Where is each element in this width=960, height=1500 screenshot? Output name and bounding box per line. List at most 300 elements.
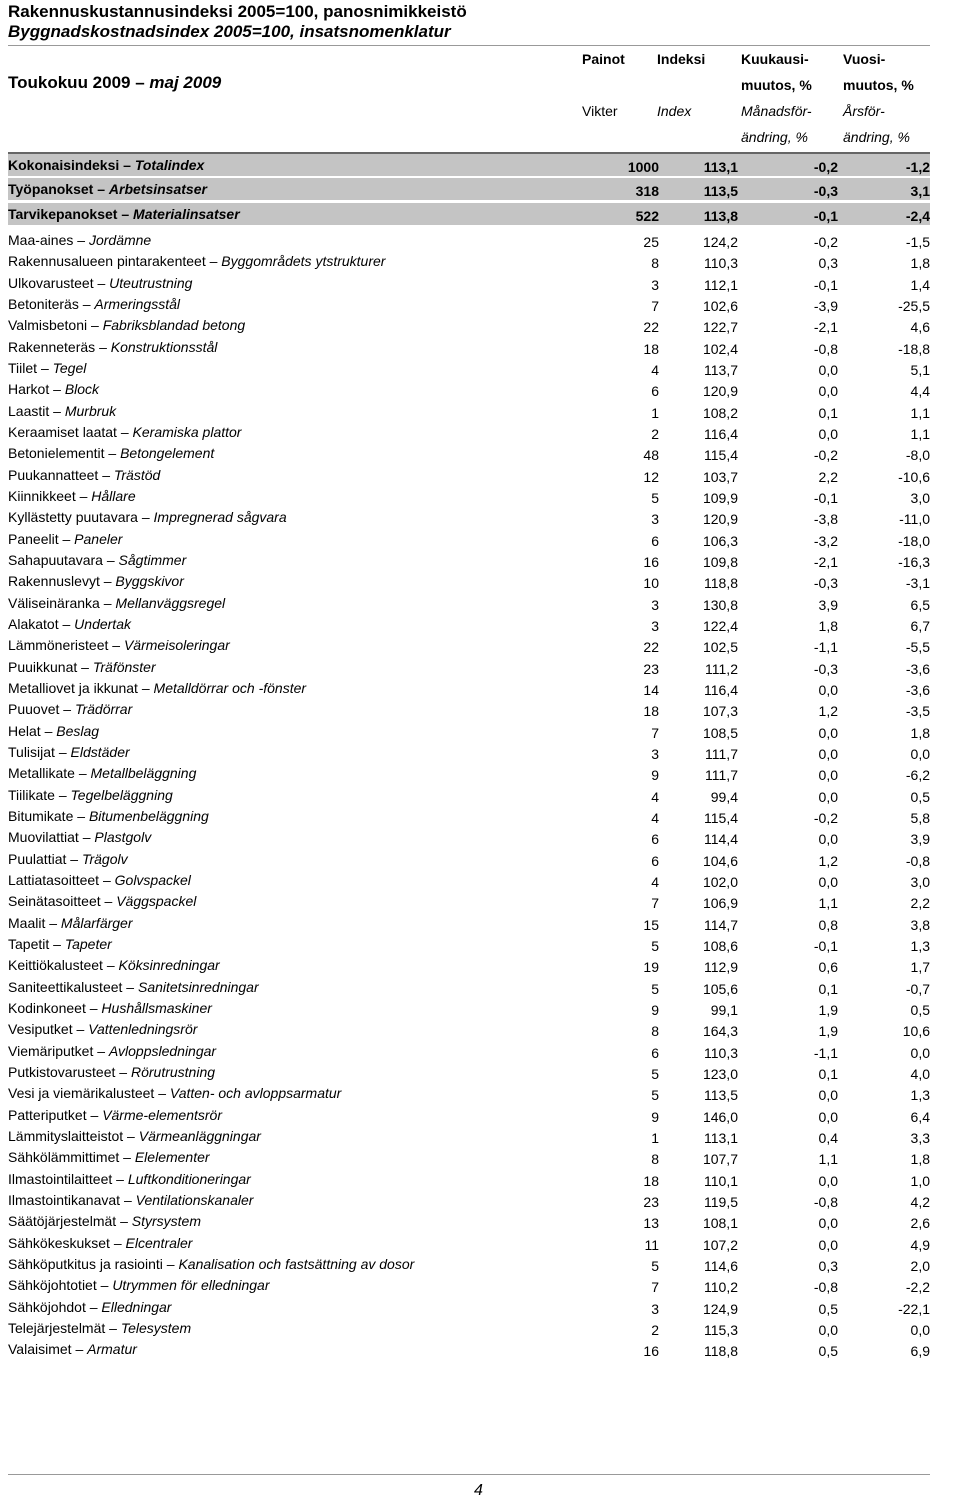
document-title-finnish: Rakennuskustannusindeksi 2005=100, panosnimikkeistö (8, 2, 467, 21)
row-label (8, 936, 112, 952)
row-label-dash: – (113, 1235, 126, 1251)
row-label-finnish: Sahapuutavara (8, 552, 107, 568)
weight-cell: 7 (651, 1279, 659, 1295)
index-cell: 102,4 (702, 341, 738, 357)
col-monthly-fi-1: Kuukausi- (741, 51, 809, 67)
index-cell: 107,3 (702, 703, 738, 719)
index-cell: 108,1 (702, 1215, 738, 1231)
row-label (8, 1277, 269, 1293)
row-label-dash: – (103, 573, 116, 589)
table-row (8, 250, 930, 272)
row-label-swedish: Block (64, 381, 100, 397)
row-label (8, 701, 132, 717)
weight-cell: 4 (651, 810, 659, 826)
index-cell: 164,3 (702, 1023, 738, 1039)
row-label-dash: – (103, 595, 116, 611)
monthly-change-cell: 0,0 (818, 767, 838, 783)
monthly-change-cell: 1,1 (818, 1151, 838, 1167)
monthly-change-cell: -0,2 (813, 447, 838, 463)
table-row (8, 805, 930, 827)
monthly-change-cell: 0,5 (818, 1343, 838, 1359)
row-label-swedish: Tegelbeläggning (70, 787, 173, 803)
monthly-change-cell: -3,2 (813, 533, 838, 549)
index-cell: 115,4 (704, 810, 738, 826)
row-label-finnish: Lämmityslaitteistot (8, 1128, 128, 1144)
table-row (8, 421, 930, 443)
monthly-change-cell: -2,1 (813, 554, 838, 570)
weight-cell: 522 (635, 208, 659, 224)
row-label-dash: – (79, 488, 92, 504)
weight-cell: 2 (651, 426, 659, 442)
row-label-swedish: Konstruktionsstål (110, 339, 218, 355)
annual-change-cell: 6,4 (910, 1109, 930, 1125)
weight-cell: 19 (643, 959, 659, 975)
bottom-divider (8, 1474, 930, 1475)
index-cell: 111,7 (705, 746, 738, 762)
row-label-dash: – (75, 1341, 88, 1357)
row-label-swedish: Murbruk (64, 403, 117, 419)
row-label-finnish: Rakenneteräs (8, 339, 100, 355)
monthly-change-cell: -3,8 (813, 511, 838, 527)
table-row (8, 741, 930, 763)
index-cell: 110,2 (704, 1279, 738, 1295)
annual-change-cell: 1,1 (910, 426, 930, 442)
row-label-swedish: Elelementer (134, 1149, 210, 1165)
row-label-swedish: Keramiska plattor (132, 424, 242, 440)
table-row (8, 1018, 930, 1040)
row-label-finnish: Bitumikate (8, 808, 78, 824)
weight-cell: 6 (651, 383, 659, 399)
row-label-finnish: Kodinkoneet (8, 1000, 90, 1016)
table-row (8, 506, 930, 528)
monthly-change-cell: 0,0 (818, 1322, 838, 1338)
table-row (8, 656, 930, 678)
index-cell: 105,6 (702, 981, 738, 997)
row-label-finnish: Tarvikepanokset (8, 206, 122, 222)
annual-change-cell: -3,1 (905, 575, 930, 591)
row-label-swedish: Betongelement (120, 445, 215, 461)
row-label-swedish: Bitumenbeläggning (88, 808, 209, 824)
weight-cell: 8 (651, 255, 659, 271)
index-cell: 106,3 (702, 533, 738, 549)
row-label-dash: – (106, 957, 119, 973)
row-label (8, 1107, 222, 1123)
row-label-finnish: Saniteettikalusteet (8, 979, 127, 995)
index-cell: 116,4 (704, 426, 738, 442)
index-cell: 111,2 (705, 661, 738, 677)
row-label-dash: – (90, 1107, 103, 1123)
total-row (8, 202, 930, 225)
row-label-dash: – (78, 765, 91, 781)
annual-change-cell: -3,5 (905, 703, 930, 719)
table-row (8, 1168, 930, 1190)
table-row (8, 1232, 930, 1254)
annual-change-cell: 3,8 (910, 917, 930, 933)
row-label-swedish: Jordämne (88, 232, 152, 248)
annual-change-cell: 0,0 (910, 746, 930, 762)
table-row (8, 272, 930, 294)
row-label-dash: – (141, 680, 154, 696)
row-label (8, 296, 180, 312)
table-row (8, 890, 930, 912)
col-monthly-fi-2: muutos, % (741, 77, 812, 93)
table-row (8, 720, 930, 742)
annual-change-cell: 4,4 (910, 383, 930, 399)
weight-cell: 18 (643, 1173, 659, 1189)
row-label-dash: – (123, 157, 135, 173)
row-label-finnish: Säätöjärjestelmät (8, 1213, 121, 1229)
annual-change-cell: 3,9 (910, 831, 930, 847)
index-cell: 113,8 (703, 208, 738, 224)
annual-change-cell: -18,0 (898, 533, 930, 549)
row-label-dash: – (89, 1000, 102, 1016)
row-label-finnish: Tulisijat (8, 744, 59, 760)
row-label-dash: – (116, 1171, 128, 1187)
index-cell: 118,8 (704, 1343, 738, 1359)
row-label-swedish: Byggskivor (115, 573, 184, 589)
row-label (8, 595, 225, 611)
weight-cell: 18 (643, 341, 659, 357)
col-index-fi: Indeksi (657, 51, 706, 67)
annual-change-cell: -25,5 (898, 298, 930, 314)
index-cell: 114,7 (704, 917, 738, 933)
weight-cell: 7 (651, 298, 659, 314)
monthly-change-cell: -0,1 (813, 208, 838, 224)
row-label (8, 1256, 414, 1272)
weight-cell: 8 (651, 1023, 659, 1039)
row-label-dash: – (82, 829, 95, 845)
index-cell: 113,1 (704, 1130, 738, 1146)
weight-cell: 4 (651, 362, 659, 378)
weight-cell: 5 (651, 938, 659, 954)
monthly-change-cell: 1,1 (818, 895, 838, 911)
row-label (8, 915, 133, 931)
index-cell: 115,3 (704, 1322, 738, 1338)
index-cell: 108,2 (702, 405, 738, 421)
row-label-dash: – (127, 1128, 139, 1144)
row-label (8, 616, 131, 632)
weight-cell: 5 (651, 1087, 659, 1103)
row-label-swedish: Paneler (74, 531, 123, 547)
row-label-swedish: Impregnerad sågvara (153, 509, 287, 525)
table-row (8, 997, 930, 1019)
row-label-dash: – (209, 253, 222, 269)
row-label-finnish: Puuovet (8, 701, 64, 717)
monthly-change-cell: -0,1 (813, 277, 838, 293)
row-label-dash: – (89, 1299, 102, 1315)
weight-cell: 3 (651, 277, 659, 293)
row-label-dash: – (40, 360, 53, 376)
col-weights-sv: Vikter (582, 103, 618, 119)
row-label (8, 893, 196, 909)
row-label-finnish: Valaisimet (8, 1341, 76, 1357)
monthly-change-cell: 0,0 (818, 1237, 838, 1253)
row-label-finnish: Paneelit (8, 531, 63, 547)
table-row (8, 1274, 930, 1296)
row-label (8, 1149, 210, 1165)
row-label-dash: – (81, 659, 93, 675)
row-label-finnish: Patteriputket (8, 1107, 91, 1123)
weight-cell: 6 (651, 1045, 659, 1061)
row-label (8, 1192, 253, 1208)
row-label (8, 232, 151, 248)
index-cell: 113,1 (703, 159, 738, 175)
weight-cell: 7 (651, 725, 659, 741)
weight-cell: 3 (651, 511, 659, 527)
row-label-swedish: Byggområdets ytstrukturer (221, 253, 386, 269)
row-label-finnish: Puuikkunat (8, 659, 82, 675)
period-separator: – (135, 73, 150, 92)
period-label (8, 73, 221, 93)
row-label-dash: – (62, 616, 75, 632)
row-label-swedish: Fabriksblandad betong (102, 317, 246, 333)
annual-change-cell: 3,0 (910, 874, 930, 890)
row-label-finnish: Laastit (8, 403, 54, 419)
monthly-change-cell: 0,0 (818, 789, 838, 805)
monthly-change-cell: 0,1 (818, 1066, 838, 1082)
col-annual-fi-1: Vuosi- (843, 51, 886, 67)
annual-change-cell: 1,3 (910, 1087, 930, 1103)
monthly-change-cell: 3,9 (818, 597, 838, 613)
table-row (8, 698, 930, 720)
monthly-change-cell: -0,3 (813, 183, 838, 199)
row-label-finnish: Ilmastointikanavat (8, 1192, 124, 1208)
row-label-dash: – (77, 232, 89, 248)
row-label-finnish: Maalit (8, 915, 50, 931)
row-label (8, 488, 136, 504)
table-row (8, 677, 930, 699)
row-label (8, 157, 204, 173)
row-label-dash: – (123, 1149, 135, 1165)
weight-cell: 4 (651, 874, 659, 890)
period-finnish: Toukokuu 2009 (8, 73, 136, 92)
row-label-swedish: Värmeisoleringar (123, 637, 230, 653)
monthly-change-cell: 0,0 (818, 1109, 838, 1125)
row-label-swedish: Arbetsinsatser (108, 181, 207, 197)
row-label-swedish: Värme-elementsrör (102, 1107, 223, 1123)
row-label-finnish: Metalliovet ja ikkunat (8, 680, 142, 696)
row-label (8, 381, 99, 397)
weight-cell: 48 (643, 447, 659, 463)
monthly-change-cell: 1,9 (818, 1002, 838, 1018)
row-label-dash: – (166, 1256, 179, 1272)
row-label-dash: – (106, 552, 119, 568)
weight-cell: 8 (651, 1151, 659, 1167)
row-label-dash: – (76, 1021, 89, 1037)
row-label (8, 659, 156, 675)
table-row (8, 784, 930, 806)
row-label-swedish: Elledningar (101, 1299, 172, 1315)
table-row (8, 762, 930, 784)
weight-cell: 1000 (627, 159, 659, 175)
row-label-finnish: Puulattiat (8, 851, 71, 867)
row-label (8, 1341, 137, 1357)
table-row (8, 378, 930, 400)
table-row (8, 1146, 930, 1168)
row-label-dash: – (104, 893, 117, 909)
row-label-finnish: Väliseinäranka (8, 595, 104, 611)
row-label-finnish: Keraamiset laatat (8, 424, 121, 440)
monthly-change-cell: -0,8 (813, 1279, 838, 1295)
row-label (8, 723, 99, 739)
row-label-dash: – (121, 206, 134, 222)
row-label (8, 403, 116, 419)
index-cell: 112,9 (704, 959, 738, 975)
row-label-finnish: Viemäriputket (8, 1043, 98, 1059)
index-cell: 102,6 (702, 298, 738, 314)
table-row (8, 912, 930, 934)
index-cell: 116,4 (704, 682, 738, 698)
row-label (8, 1021, 197, 1037)
index-cell: 110,3 (704, 1045, 738, 1061)
row-label-swedish: Rörutrustning (130, 1064, 216, 1080)
monthly-change-cell: -1,1 (813, 639, 838, 655)
row-label-finnish: Alakatot (8, 616, 63, 632)
row-label (8, 744, 130, 760)
table-row (8, 1082, 930, 1104)
annual-change-cell: 1,3 (910, 938, 930, 954)
weight-cell: 16 (643, 1343, 659, 1359)
index-cell: 110,3 (704, 255, 738, 271)
row-label-dash: – (108, 445, 121, 461)
annual-change-cell: 1,0 (910, 1173, 930, 1189)
table-row (8, 1040, 930, 1062)
index-cell: 122,7 (702, 319, 738, 335)
table-row (8, 336, 930, 358)
weight-cell: 16 (643, 554, 659, 570)
table-row (8, 400, 930, 422)
monthly-change-cell: 0,0 (818, 1173, 838, 1189)
row-label (8, 1128, 261, 1144)
row-label-swedish: Elcentraler (125, 1235, 193, 1251)
table-row (8, 826, 930, 848)
weight-cell: 2 (651, 1322, 659, 1338)
weight-cell: 1 (651, 405, 659, 421)
row-label (8, 1171, 251, 1187)
row-label-finnish: Puukannatteet (8, 467, 103, 483)
page-number: 4 (474, 1482, 483, 1499)
row-label-swedish: Totalindex (134, 157, 205, 173)
row-label-dash: – (53, 403, 65, 419)
weight-cell: 3 (651, 618, 659, 634)
row-label (8, 424, 241, 440)
weight-cell: 23 (643, 661, 659, 677)
row-label-dash: – (82, 296, 95, 312)
period-swedish: maj 2009 (149, 73, 222, 92)
monthly-change-cell: -0,3 (813, 575, 838, 591)
monthly-change-cell: 1,8 (818, 618, 838, 634)
table-row (8, 592, 930, 614)
col-annual-sv-2: ändring, % (843, 129, 910, 145)
monthly-change-cell: 0,3 (818, 255, 838, 271)
annual-change-cell: 0,0 (910, 1322, 930, 1338)
monthly-change-cell: -0,2 (813, 159, 838, 175)
table-row (8, 485, 930, 507)
row-label-swedish: Målarfärger (60, 915, 133, 931)
monthly-change-cell: 0,0 (818, 725, 838, 741)
index-cell: 120,9 (702, 383, 738, 399)
row-label-dash: – (141, 509, 154, 525)
table-row (8, 1210, 930, 1232)
index-cell: 114,4 (704, 831, 738, 847)
monthly-change-cell: 0,0 (818, 874, 838, 890)
monthly-change-cell: 0,0 (818, 426, 838, 442)
weight-cell: 22 (643, 319, 659, 335)
row-label (8, 1320, 191, 1336)
table-row (8, 1317, 930, 1339)
weight-cell: 15 (643, 917, 659, 933)
annual-change-cell: -22,1 (898, 1301, 930, 1317)
weight-cell: 12 (643, 469, 659, 485)
row-label (8, 275, 192, 291)
annual-change-cell: 5,8 (910, 810, 930, 826)
row-label-dash: – (119, 1064, 131, 1080)
row-label (8, 1213, 201, 1229)
index-cell: 130,8 (702, 597, 738, 613)
table-row (8, 1338, 930, 1360)
index-cell: 114,6 (704, 1258, 738, 1274)
row-label-dash: – (126, 979, 138, 995)
monthly-change-cell: -0,3 (813, 661, 838, 677)
monthly-change-cell: -0,2 (813, 810, 838, 826)
row-label-finnish: Sähköjohtotiet (8, 1277, 101, 1293)
table-row (8, 293, 930, 315)
row-label (8, 467, 160, 483)
weight-cell: 18 (643, 703, 659, 719)
row-label-dash: – (77, 808, 89, 824)
row-label-swedish: Armatur (87, 1341, 137, 1357)
row-label-swedish: Telesystem (120, 1320, 192, 1336)
row-label (8, 552, 186, 568)
col-annual-fi-2: muutos, % (843, 77, 914, 93)
row-label-swedish: Materialinsatser (133, 206, 240, 222)
monthly-change-cell: 1,9 (818, 1023, 838, 1039)
row-label (8, 531, 122, 547)
row-label (8, 957, 220, 973)
index-cell: 99,4 (710, 789, 738, 805)
row-label-swedish: Trägolv (81, 851, 128, 867)
row-label-swedish: Metallbeläggning (90, 765, 197, 781)
table-row (8, 634, 930, 656)
row-label (8, 1043, 216, 1059)
table-row (8, 229, 930, 251)
annual-change-cell: 1,8 (910, 1151, 930, 1167)
row-label (8, 872, 191, 888)
row-label-finnish: Betoniteräs (8, 296, 83, 312)
col-monthly-sv-2: ändring, % (741, 129, 808, 145)
row-label-finnish: Seinätasoitteet (8, 893, 105, 909)
row-label-dash: – (53, 936, 65, 952)
annual-change-cell: -11,0 (899, 511, 930, 527)
table-row (8, 357, 930, 379)
row-label-swedish: Tegel (52, 360, 87, 376)
weight-cell: 25 (643, 234, 659, 250)
row-label-swedish: Plastgolv (94, 829, 152, 845)
weight-cell: 5 (651, 1258, 659, 1274)
annual-change-cell: 2,6 (910, 1215, 930, 1231)
row-label-finnish: Telejärjestelmät (8, 1320, 110, 1336)
annual-change-cell: -18,8 (898, 341, 930, 357)
row-label-swedish: Undertak (74, 616, 131, 632)
table-row (8, 570, 930, 592)
index-cell: 107,2 (702, 1237, 738, 1253)
index-cell: 108,5 (702, 725, 738, 741)
row-label-dash: – (102, 872, 115, 888)
monthly-change-cell: 0,4 (818, 1130, 838, 1146)
row-label-dash: – (102, 467, 114, 483)
row-label-swedish: Utrymmen för elledningar (112, 1277, 270, 1293)
row-label-finnish: Ilmastointilaitteet (8, 1171, 117, 1187)
